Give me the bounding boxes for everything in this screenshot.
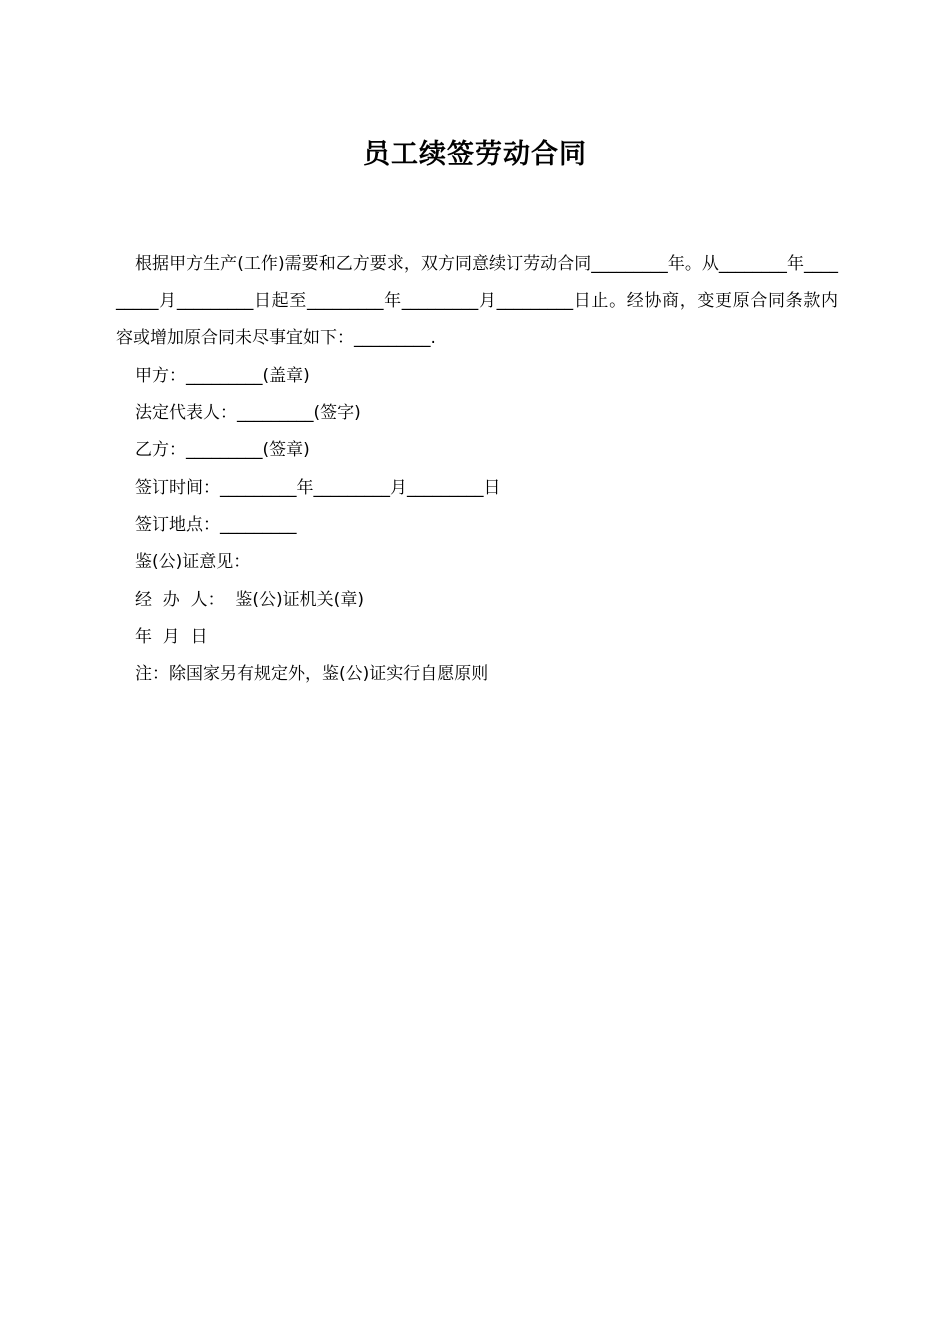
- signing-date-line: 签订时间：_________年_________月_________日: [135, 478, 501, 498]
- signing-place-line: 签订地点：_________: [135, 515, 297, 535]
- party-a-line: 甲方：_________(盖章): [135, 366, 310, 386]
- party-b-line: 乙方：_________(签章): [135, 440, 310, 460]
- handler-and-authority-line: 经 办 人： 鉴(公)证机关(章): [135, 590, 364, 610]
- note-line: 注：除国家另有规定外，鉴(公)证实行自愿原则: [135, 664, 489, 684]
- notarization-opinion-line: 鉴(公)证意见：: [135, 552, 251, 572]
- contract-body-paragraph: 根据甲方生产(工作)需要和乙方要求，双方同意续订劳动合同_________年。从________年_________月_________日起至_________年_________月_________日止。经协商，变更原合同条款内容或增加原合同未尽事宜如下：_________.: [116, 254, 838, 348]
- document-title: 员工续签劳动合同: [363, 139, 587, 170]
- legal-representative-line: 法定代表人：_________(签字): [135, 403, 361, 423]
- date-line: 年 月 日: [135, 627, 208, 647]
